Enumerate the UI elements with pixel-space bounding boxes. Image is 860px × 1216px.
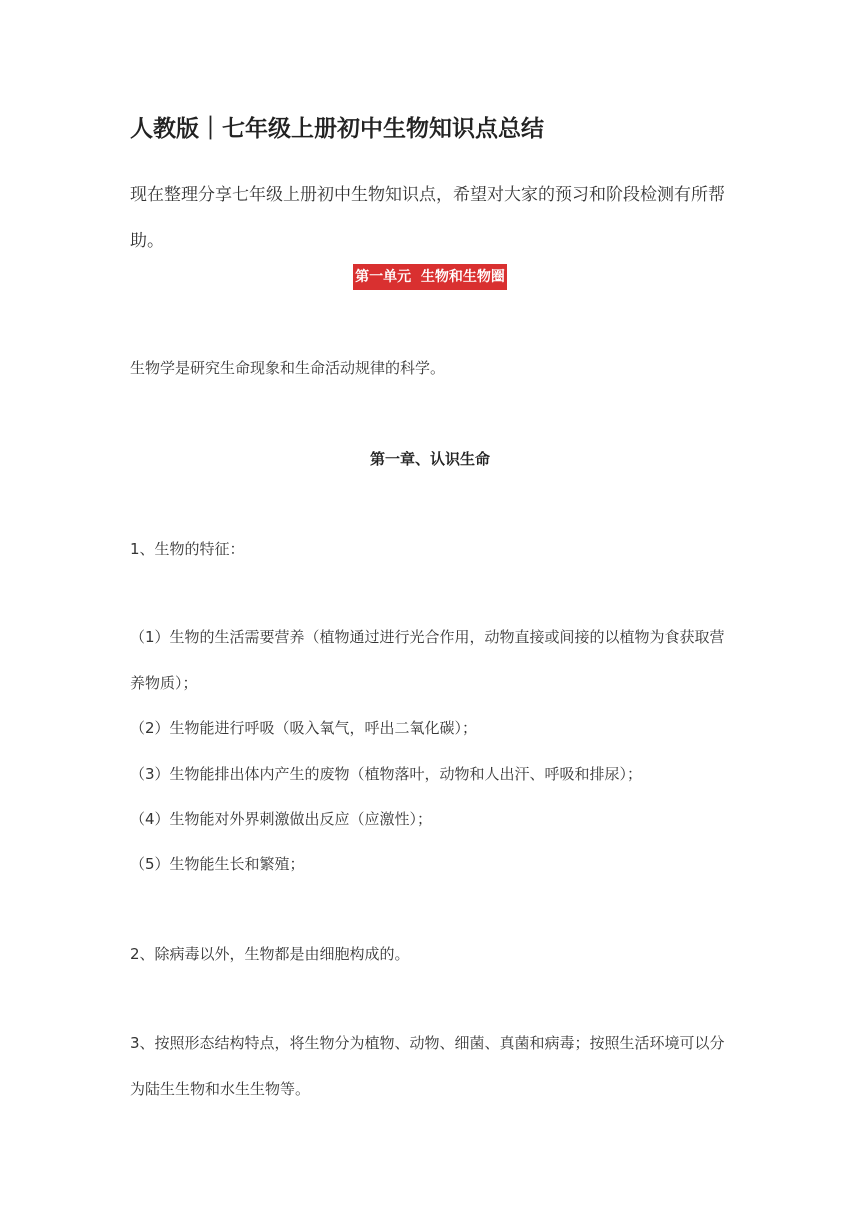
unit-heading-row xyxy=(0,264,860,290)
intro-paragraph: 现在整理分享七年级上册初中生物知识点，希望对大家的预习和阶段检测有所帮助。 xyxy=(130,185,725,251)
chapter-heading-row xyxy=(0,448,860,469)
unit-heading: 第一单元 生物和生物圈 xyxy=(353,264,507,290)
feature-item-3: （3）生物能排出体内产生的废物（植物落叶，动物和人出汗、呼吸和排尿）； xyxy=(130,765,643,783)
feature-item-5: （5）生物能生长和繁殖； xyxy=(130,855,305,873)
feature-item-1: （1）生物的生活需要营养（植物通过进行光合作用，动物直接或间接的以植物为食获取营养物质）； xyxy=(130,628,725,692)
feature-item-2: （2）生物能进行呼吸（吸入氧气，呼出二氧化碳）； xyxy=(130,719,478,737)
article-title: 人教版｜七年级上册初中生物知识点总结 xyxy=(130,116,544,142)
chapter-heading: 第一章、认识生命 xyxy=(369,450,490,468)
feature-item-4: （4）生物能对外界刺激做出反应（应激性）； xyxy=(130,810,433,828)
point-1-title: 1、生物的特征： xyxy=(130,540,245,558)
point-3-paragraph: 3、按照形态结构特点，将生物分为植物、动物、细菌、真菌和病毒；按照生活环境可以分为陆生生物和水生生物等。 xyxy=(130,1034,725,1098)
point-2-paragraph: 2、除病毒以外，生物都是由细胞构成的。 xyxy=(130,945,410,963)
definition-paragraph: 生物学是研究生命现象和生命活动规律的科学。 xyxy=(130,359,446,377)
